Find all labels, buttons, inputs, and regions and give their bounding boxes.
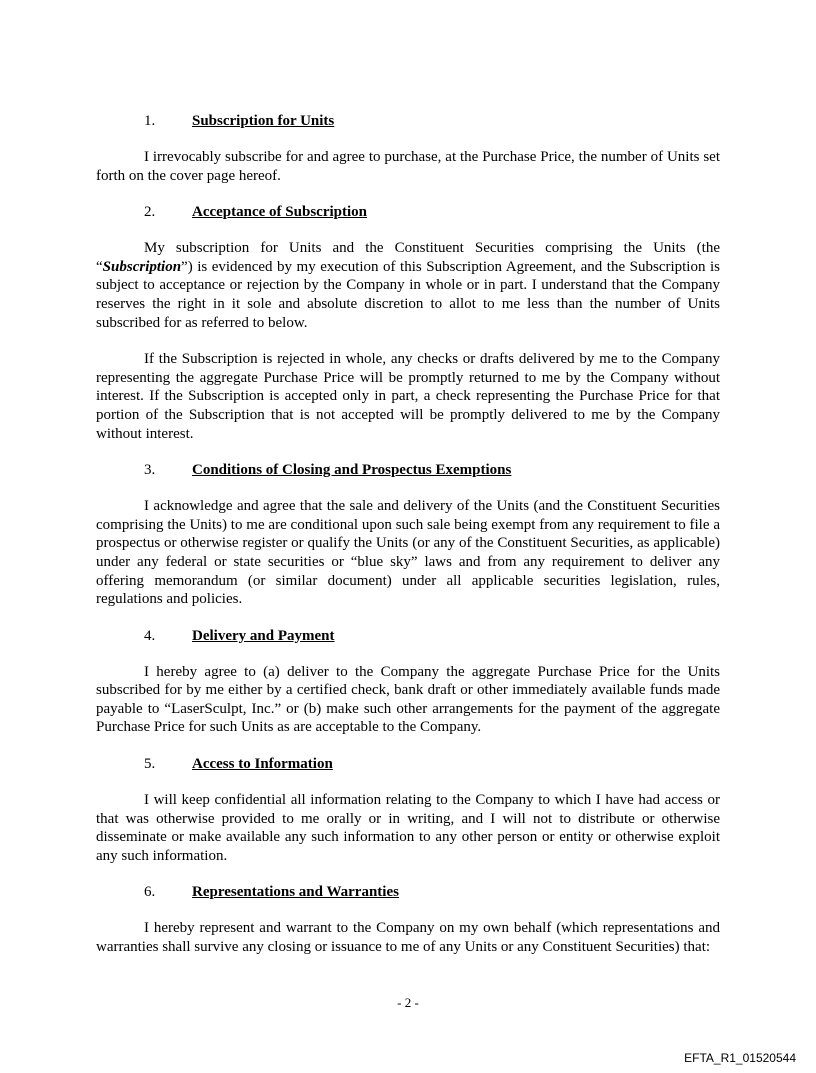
section-paragraph: If the Subscription is rejected in whole, any checks or drafts delivered by me to the Company representing the aggregate Purchase Price will be promptly returned to me by the Company without interest. If the Subscription is accepted only in part, a check representing the Purchase Price for that portion of the Subscription that is not accepted will be promptly delivered to me by the Company without interest. <box>96 351 720 442</box>
section-title: Conditions of Closing and Prospectus Exemptions <box>192 462 512 479</box>
section-number: 5. <box>144 756 156 773</box>
section-heading <box>96 755 720 773</box>
section-heading <box>96 461 720 479</box>
section-title: Access to Information <box>192 756 333 773</box>
document-body <box>96 112 720 975</box>
section-number: 1. <box>144 113 156 129</box>
section-heading <box>96 203 720 221</box>
section-number: 6. <box>144 884 156 901</box>
section-paragraph: I will keep confidential all information relating to the Company to which I have had access or that was otherwise provided to me orally or in writing, and I will not to distribute or otherwise disseminate or make available any such information to any other person or entity or otherwise exploit any such information. <box>96 792 720 864</box>
section-number: 2. <box>144 204 156 221</box>
section-heading <box>96 112 720 130</box>
bates-number: EFTA_R1_01520544 <box>684 1051 796 1065</box>
page-number: - 2 - <box>397 995 419 1010</box>
paragraph-text: ”) is evidenced by my execution of this Subscription Agreement, and the Subscription is subject to acceptance or rejection by the Company in whole or in part. I understand that the Company reserves the right in it sole and absolute discretion to allot to me less than the number of Units subscribed for as referred to below. <box>96 258 720 331</box>
section-paragraph: I hereby agree to (a) deliver to the Company the aggregate Purchase Price for the Units subscribed for by me either by a certified check, bank draft or other immediately available funds made payable to “LaserSculpt, Inc.” or (b) make such other arrangements for the payment of the aggregate Purchase Price for such Units as are acceptable to the Company. <box>96 663 720 736</box>
section-title: Delivery and Payment <box>192 627 335 644</box>
section-paragraph: I hereby represent and warrant to the Company on my own behalf (which representations and warranties shall survive any closing or issuance to me of any Units or any Constituent Securities) that: <box>96 920 720 956</box>
section-paragraph: I acknowledge and agree that the sale and delivery of the Units (and the Constituent Securities comprising the Units) to me are conditional upon such sale being exempt from any requirement to file a prospectus or otherwise register or qualify the Units (or any of the Constituent Securities, as applicable) under any federal or state securities or “blue sky” laws and from any requirement to deliver any offering memorandum (or similar document) under all applicable securities legislation, rules, regulations and policies. <box>96 498 720 608</box>
section-heading <box>96 627 720 645</box>
defined-term: Subscription <box>102 258 182 275</box>
section-title: Representations and Warranties <box>192 884 399 901</box>
section-number: 4. <box>144 627 156 644</box>
paragraph-text: My subscription for Units and the Constituent Securities comprising the Units (the “ <box>96 240 720 275</box>
section-heading <box>96 883 720 901</box>
section-title: Subscription for Units <box>192 113 335 129</box>
section-number: 3. <box>144 462 156 479</box>
section-title: Acceptance of Subscription <box>192 204 367 221</box>
section-paragraph <box>96 239 720 332</box>
section-paragraph: I irrevocably subscribe for and agree to purchase, at the Purchase Price, the number of Units set forth on the cover page hereof. <box>96 149 720 184</box>
